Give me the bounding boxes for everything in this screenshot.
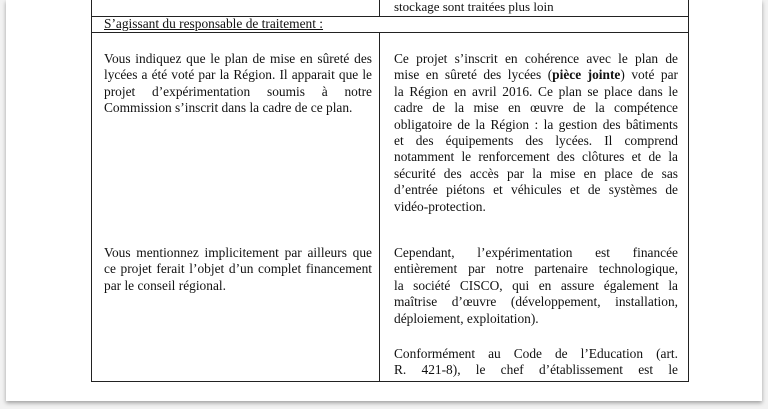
right-p2-line: maîtrise d’œuvre (développement, installation, (394, 294, 678, 310)
left-p1-line: lycées a été voté par la Région. Il apparait que le (104, 67, 372, 83)
comparison-table (91, 0, 689, 382)
previous-row-text: stockage sont traitées plus loin (394, 0, 554, 14)
right-p1-line: et des équipements des lycées. Il comprend (394, 133, 678, 149)
right-p2-line: entièrement par notre partenaire technologique, (394, 261, 678, 277)
header-column-divider (379, 0, 380, 16)
right-paragraph-2 (394, 245, 678, 327)
attachment-reference: pièce jointe (552, 67, 621, 83)
right-paragraph-1 (394, 51, 678, 215)
right-p1-line: Ce projet s’inscrit en cohérence avec le plan de (394, 51, 678, 66)
section-heading: S’agissant du responsable de traitement : (104, 16, 324, 31)
right-paragraph-3 (394, 346, 678, 379)
right-p2-line: la société CISCO, qui en assure également la (394, 277, 678, 293)
right-p1-line: vidéo-protection. (394, 198, 486, 214)
right-p1-line: notamment le renforcement des clôtures et de la (394, 149, 678, 165)
left-p2-line: par le conseil régional. (104, 277, 226, 293)
document-page (6, 0, 762, 401)
right-p1-text: mise en sûreté des lycées ( (394, 67, 553, 83)
right-p1-line: sécurité des accès par la mise en place de sas (394, 165, 678, 181)
left-p2-line: ce projet ferait l’objet d’un complet financement (104, 261, 372, 277)
left-p1-line: Commission s’inscrit dans la cadre de ce plan. (104, 100, 353, 116)
left-p2-line: Vous mentionnez implicitement par ailleurs que (104, 245, 372, 260)
right-p1-line: obligatoire de la Région : la gestion des bâtiments (394, 116, 678, 132)
section-heading-divider (92, 32, 688, 33)
right-p3-line: Conformément au Code de l’Education (art. (394, 346, 678, 361)
right-p1-line: d’entrée piétons et véhicules et de systèmes de (394, 182, 678, 198)
left-p1-line: projet d’expérimentation soumis à notre (104, 83, 372, 99)
left-p1-line: Vous indiquez que le plan de mise en sûreté des (104, 51, 372, 66)
column-divider (379, 32, 380, 381)
right-p2-line: déploiement, exploitation). (394, 310, 539, 326)
right-p2-line: Cependant, l’expérimentation est financée (394, 245, 678, 260)
right-p1-line: la Région en avril 2016. Ce plan se place dans le (394, 83, 678, 99)
right-p3-line: R. 421-8), le chef d’établissement est le (394, 362, 678, 378)
left-paragraph-2 (104, 245, 372, 294)
right-p1-text: ) voté par (620, 67, 678, 83)
left-paragraph-1 (104, 51, 372, 117)
right-p1-line: cadre de la mise en œuvre de la compétence (394, 100, 678, 116)
right-p1-line (394, 67, 678, 83)
